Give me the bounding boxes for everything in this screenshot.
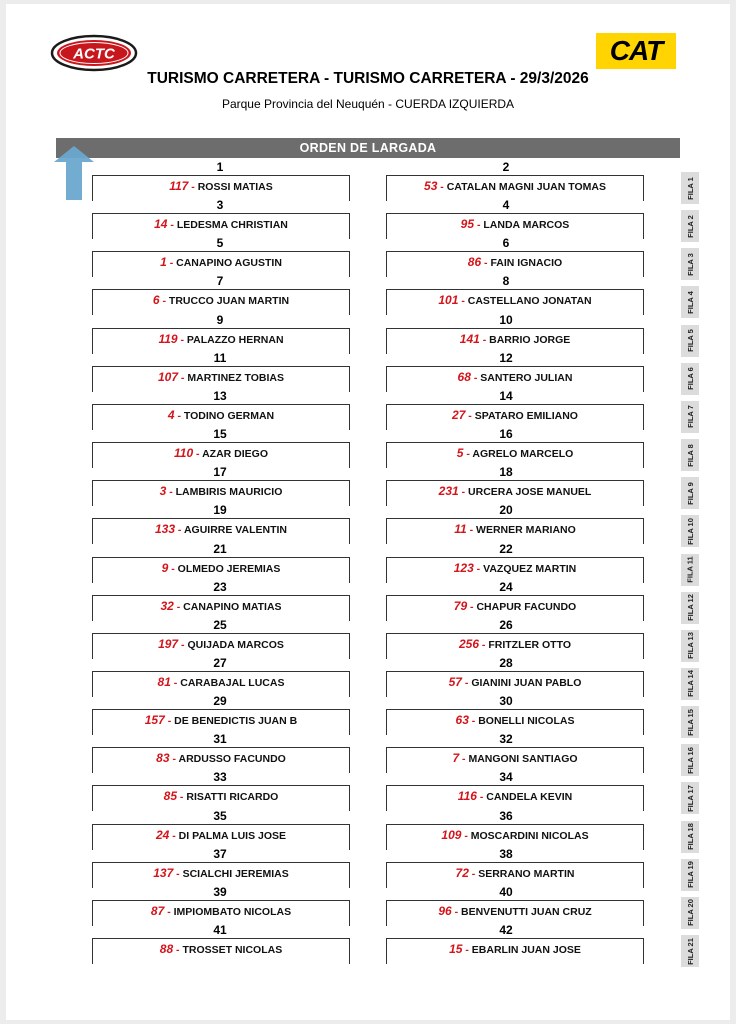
driver-name: LANDA MARCOS — [483, 219, 570, 232]
driver-entry — [386, 484, 644, 498]
car-number: 32 — [160, 598, 174, 613]
row-label — [681, 248, 699, 280]
driver-name: QUIJADA MARCOS — [187, 638, 284, 651]
grid-position-number: 16 — [499, 427, 513, 442]
row-label — [681, 172, 699, 204]
car-number: 57 — [448, 674, 462, 689]
separator: - — [451, 905, 462, 918]
driver-name: TRUCCO JUAN MARTIN — [168, 295, 290, 308]
car-number: 7 — [452, 751, 460, 766]
grid-position-number: 1 — [216, 160, 224, 174]
separator: - — [169, 753, 179, 766]
car-number: 133 — [154, 522, 175, 537]
grid-position-number: 5 — [216, 236, 224, 251]
driver-name: ARDUSSO FACUNDO — [178, 753, 286, 766]
driver-entry — [92, 370, 350, 384]
car-number: 101 — [438, 293, 459, 308]
row-label-text: FILA 14 — [685, 670, 695, 698]
grid-position-number: 22 — [499, 541, 513, 556]
driver-name: OLMEDO JEREMIAS — [177, 562, 281, 575]
driver-entry — [386, 370, 644, 384]
driver-entry — [92, 561, 350, 575]
separator: - — [466, 524, 477, 537]
car-number: 24 — [155, 827, 170, 842]
car-number: 109 — [441, 827, 462, 842]
row-label — [681, 401, 699, 433]
separator: - — [468, 867, 479, 880]
driver-entry — [386, 637, 644, 651]
driver-name: SANTERO JULIAN — [480, 371, 573, 384]
driver-name: CASTELLANO JONATAN — [467, 295, 592, 308]
car-number: 6 — [152, 293, 160, 308]
separator: - — [169, 829, 179, 842]
driver-entry — [386, 675, 644, 689]
row-label-text: FILA 21 — [685, 937, 695, 965]
separator: - — [173, 867, 183, 880]
driver-name: DI PALMA LUIS JOSE — [178, 829, 287, 842]
car-number: 5 — [456, 446, 464, 461]
driver-name: LAMBIRIS MAURICIO — [175, 486, 283, 499]
driver-entry — [92, 255, 350, 269]
separator: - — [458, 486, 469, 499]
driver-entry — [92, 866, 350, 880]
driver-name: AGUIRRE VALENTIN — [183, 524, 288, 537]
grid-position-number: 10 — [499, 312, 513, 327]
car-number: 96 — [438, 903, 452, 918]
car-number: 83 — [156, 751, 170, 766]
driver-name: AZAR DIEGO — [202, 448, 268, 461]
separator: - — [173, 944, 183, 956]
grid-position-number: 13 — [213, 388, 227, 403]
separator: - — [164, 715, 175, 728]
row-label-text: FILA 7 — [685, 405, 695, 429]
separator: - — [470, 371, 481, 384]
car-number: 53 — [424, 179, 438, 193]
driver-name: TODINO GERMAN — [183, 409, 275, 422]
driver-name: SCIALCHI JEREMIAS — [182, 867, 289, 880]
grid-position-number: 30 — [499, 694, 513, 709]
page-title: TURISMO CARRETERA - TURISMO CARRETERA - 29/3/2026 — [147, 70, 589, 87]
row-label-text: FILA 15 — [685, 708, 695, 736]
separator: - — [177, 333, 187, 346]
driver-entry — [92, 713, 350, 727]
grid-position-number: 35 — [213, 808, 227, 823]
separator: - — [459, 753, 469, 766]
separator: - — [175, 524, 184, 537]
separator: - — [178, 371, 188, 384]
grid-position-number: 9 — [216, 312, 224, 327]
driver-name: BARRIO JORGE — [489, 333, 571, 346]
row-label-text: FILA 13 — [685, 632, 695, 660]
row-label — [681, 286, 699, 318]
driver-entry — [92, 904, 350, 918]
driver-entry — [386, 942, 644, 956]
driver-entry — [92, 446, 350, 460]
grid-position-number: 28 — [499, 655, 513, 670]
grid-position-number: 36 — [499, 808, 513, 823]
driver-entry — [92, 408, 350, 422]
grid-position-number: 26 — [499, 617, 513, 632]
grid-position-number: 12 — [499, 350, 513, 365]
row-label-text: FILA 12 — [685, 594, 695, 622]
grid-position-number: 8 — [502, 274, 510, 289]
grid-position-number: 18 — [499, 465, 513, 480]
car-number: 3 — [159, 484, 167, 499]
grid-position-number: 32 — [499, 732, 513, 747]
grid-position-number: 3 — [216, 198, 224, 213]
driver-name: SPATARO EMILIANO — [474, 409, 578, 422]
driver-entry — [386, 293, 644, 307]
driver-name: MOSCARDINI NICOLAS — [470, 829, 589, 842]
grid-position-number: 20 — [499, 503, 513, 518]
driver-entry — [386, 828, 644, 842]
row-label — [681, 897, 699, 929]
driver-entry — [386, 217, 644, 231]
row-label-text: FILA 17 — [685, 784, 695, 812]
driver-entry — [92, 599, 350, 613]
car-number: 88 — [159, 942, 174, 956]
driver-entry — [386, 789, 644, 803]
row-label — [681, 744, 699, 776]
driver-entry — [92, 293, 350, 307]
separator: - — [188, 181, 198, 193]
car-number: 85 — [163, 789, 178, 804]
separator: - — [193, 448, 203, 461]
driver-name: IMPIOMBATO NICOLAS — [173, 905, 292, 918]
driver-entry — [386, 904, 644, 918]
separator: - — [166, 486, 176, 499]
car-number: 9 — [161, 560, 169, 575]
separator: - — [167, 219, 177, 232]
driver-entry — [92, 484, 350, 498]
driver-name: URCERA JOSE MANUEL — [468, 486, 592, 499]
row-label-text: FILA 2 — [685, 214, 695, 238]
grid-position-number: 40 — [499, 884, 513, 899]
driver-name: CANAPINO AGUSTIN — [176, 257, 282, 270]
row-label-text: FILA 6 — [685, 367, 695, 391]
driver-name: LEDESMA CHRISTIAN — [176, 219, 288, 232]
car-number: 110 — [173, 446, 194, 461]
driver-entry — [92, 637, 350, 651]
car-number: 4 — [167, 407, 175, 422]
driver-name: CATALAN MAGNI JUAN TOMAS — [446, 181, 606, 193]
driver-entry — [386, 866, 644, 880]
car-number: 116 — [457, 789, 477, 804]
row-label — [681, 515, 699, 547]
driver-name: RISATTI RICARDO — [186, 791, 279, 804]
row-label-text: FILA 19 — [685, 861, 695, 889]
driver-name: MANGONI SANTIAGO — [468, 753, 578, 766]
car-number: 63 — [455, 713, 469, 728]
row-label-text: FILA 11 — [685, 556, 695, 583]
separator: - — [476, 791, 487, 804]
driver-entry — [92, 522, 350, 536]
driver-entry — [92, 217, 350, 231]
separator: - — [474, 219, 484, 232]
driver-name: PALAZZO HERNAN — [186, 333, 284, 346]
separator: - — [178, 638, 188, 651]
car-number: 95 — [460, 217, 475, 232]
grid-position-number: 14 — [499, 388, 513, 403]
row-label-text: FILA 5 — [685, 329, 695, 352]
grid-position-number: 42 — [499, 923, 513, 937]
row-label-text: FILA 1 — [685, 176, 695, 200]
car-number: 86 — [467, 255, 482, 270]
separator: - — [168, 562, 178, 575]
driver-name: MARTINEZ TOBIAS — [187, 371, 284, 384]
driver-entry — [386, 713, 644, 727]
separator: - — [170, 676, 181, 689]
car-number: 87 — [150, 903, 165, 918]
grid-position-number: 7 — [216, 274, 224, 289]
row-label-text: FILA 8 — [685, 443, 695, 467]
separator: - — [479, 333, 490, 346]
driver-entry — [92, 751, 350, 765]
row-label-text: FILA 18 — [685, 823, 695, 850]
grid-position-number: 15 — [213, 427, 227, 442]
separator: - — [174, 409, 184, 422]
driver-name: CHAPUR FACUNDO — [476, 600, 577, 613]
separator: - — [461, 829, 471, 842]
driver-name: FRITZLER OTTO — [488, 638, 571, 651]
driver-entry — [386, 561, 644, 575]
page-subtitle: Parque Provincia del Neuquén - CUERDA IZQUIERDA — [221, 97, 515, 111]
separator: - — [437, 181, 447, 193]
row-label-text: FILA 20 — [685, 899, 695, 927]
car-number: 137 — [153, 865, 174, 880]
grid-position-number: 23 — [213, 579, 227, 594]
grid-position-number: 27 — [213, 655, 227, 670]
grid-position-number: 21 — [213, 541, 227, 556]
grid-position-number: 33 — [213, 770, 227, 785]
grid-position-number: 39 — [213, 884, 227, 899]
grid-position-number: 38 — [499, 846, 513, 861]
up-arrow-icon — [52, 142, 96, 202]
cat-logo — [596, 33, 676, 69]
driver-entry — [92, 828, 350, 842]
driver-name: CANDELA KEVIN — [486, 791, 573, 804]
driver-name: TROSSET NICOLAS — [182, 944, 283, 956]
car-number: 72 — [455, 865, 469, 880]
car-number: 256 — [458, 636, 480, 651]
car-number: 11 — [454, 522, 467, 537]
car-number: 14 — [154, 217, 168, 232]
grid-position-number: 29 — [213, 694, 227, 709]
actc-logo-text: ACTC — [73, 45, 115, 63]
separator: - — [473, 562, 484, 575]
grid-position-number: 24 — [499, 579, 513, 594]
row-label — [681, 935, 699, 967]
driver-name: FAIN IGNACIO — [490, 257, 563, 270]
row-label-text: FILA 3 — [685, 252, 695, 276]
row-label — [681, 668, 699, 700]
grid-position-number: 37 — [213, 846, 227, 861]
separator: - — [177, 791, 187, 804]
row-label — [681, 325, 699, 357]
driver-entry — [386, 599, 644, 613]
grid-position-number: 25 — [213, 617, 227, 632]
separator: - — [166, 257, 177, 270]
row-label — [681, 821, 699, 853]
driver-name: SERRANO MARTIN — [478, 867, 575, 880]
driver-name: DE BENEDICTIS JUAN B — [174, 715, 298, 728]
separator: - — [164, 905, 174, 918]
row-label — [681, 554, 699, 586]
row-label — [681, 210, 699, 242]
driver-name: CANAPINO MATIAS — [183, 600, 282, 613]
driver-entry — [386, 446, 644, 460]
driver-entry — [386, 332, 644, 346]
car-number: 231 — [438, 484, 459, 499]
driver-entry — [92, 332, 350, 346]
separator: - — [461, 676, 472, 689]
driver-entry — [386, 408, 644, 422]
grid-position-number: 31 — [213, 732, 227, 747]
driver-name: ROSSI MATIAS — [197, 181, 273, 193]
car-number: 123 — [453, 560, 474, 575]
row-label-text: FILA 10 — [685, 517, 695, 545]
driver-entry — [92, 675, 350, 689]
grid-position-number: 4 — [502, 198, 510, 213]
driver-entry — [386, 522, 644, 536]
actc-logo — [50, 34, 138, 72]
separator: - — [462, 944, 472, 956]
cat-logo-text: CAT — [609, 35, 663, 66]
driver-name: AGRELO MARCELO — [472, 448, 574, 461]
car-number: 107 — [157, 369, 179, 384]
row-label — [681, 477, 699, 509]
car-number: 27 — [452, 407, 466, 422]
separator: - — [481, 257, 491, 270]
grid-position-number: 17 — [213, 465, 227, 480]
driver-name: VAZQUEZ MARTIN — [483, 562, 577, 575]
separator: - — [173, 600, 184, 613]
driver-name: BONELLI NICOLAS — [478, 715, 575, 728]
driver-name: WERNER MARIANO — [476, 524, 576, 537]
driver-name: CARABAJAL LUCAS — [180, 676, 285, 689]
driver-entry — [386, 255, 644, 269]
separator: - — [479, 638, 489, 651]
car-number: 81 — [157, 674, 171, 689]
driver-entry — [386, 179, 644, 193]
driver-entry — [386, 751, 644, 765]
grid-position-number: 34 — [499, 770, 513, 785]
grid-position-number: 6 — [502, 236, 510, 251]
driver-name: EBARLIN JUAN JOSE — [471, 944, 581, 956]
grid-position-number: 2 — [502, 160, 510, 174]
row-label — [681, 592, 699, 624]
separator: - — [468, 715, 479, 728]
car-number: 197 — [158, 636, 179, 651]
section-banner: ORDEN DE LARGADA — [56, 138, 680, 158]
separator: - — [467, 600, 477, 613]
grid-position-number: 19 — [213, 503, 227, 518]
separator: - — [458, 295, 468, 308]
driver-entry — [92, 179, 350, 193]
row-label — [681, 859, 699, 891]
row-label — [681, 439, 699, 471]
row-label — [681, 630, 699, 662]
car-number: 119 — [158, 331, 178, 346]
car-number: 68 — [457, 369, 471, 384]
car-number: 141 — [459, 331, 480, 346]
separator: - — [463, 448, 473, 461]
driver-entry — [92, 942, 350, 956]
separator: - — [465, 409, 475, 422]
row-label — [681, 782, 699, 814]
grid-position-number: 11 — [213, 350, 227, 365]
driver-name: BENVENUTTI JUAN CRUZ — [461, 905, 592, 918]
car-number: 157 — [144, 713, 165, 728]
driver-entry — [92, 789, 350, 803]
car-number: 79 — [453, 598, 468, 613]
car-number: 15 — [449, 942, 463, 956]
driver-name: GIANINI JUAN PABLO — [471, 676, 582, 689]
grid-position-number: 41 — [213, 923, 227, 937]
separator: - — [159, 295, 169, 308]
car-number: 1 — [160, 255, 167, 270]
row-label-text: FILA 16 — [685, 746, 695, 774]
row-label — [681, 706, 699, 738]
row-label-text: FILA 9 — [685, 481, 695, 505]
row-label — [681, 363, 699, 395]
car-number: 117 — [169, 179, 189, 193]
row-label-text: FILA 4 — [685, 291, 695, 314]
